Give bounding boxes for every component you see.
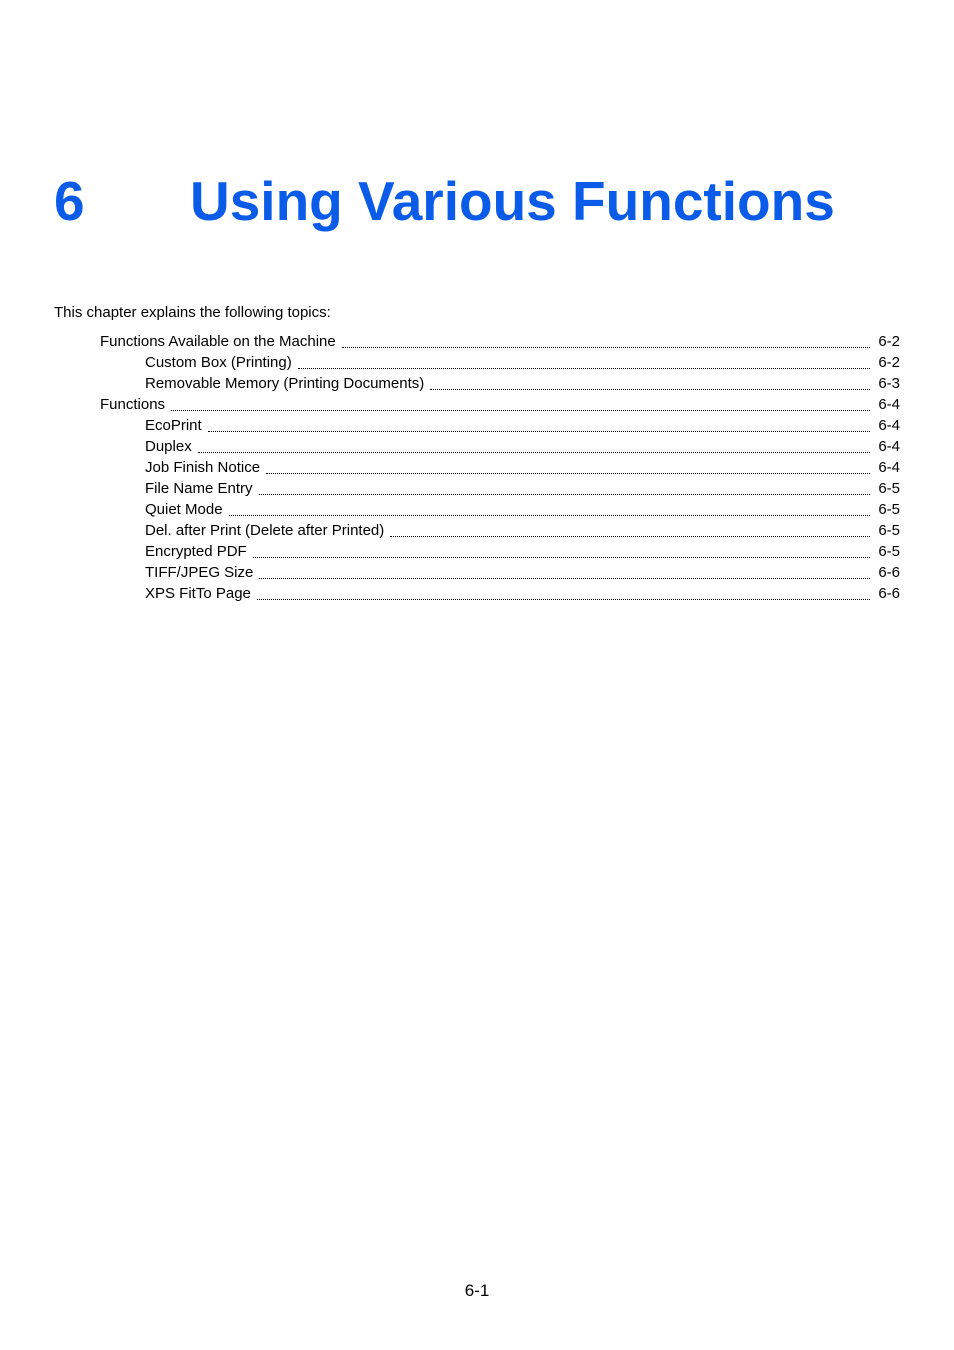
toc-entry-label: XPS FitTo Page: [145, 585, 251, 602]
chapter-number: 6: [54, 170, 85, 232]
toc-dot-leader: [198, 452, 871, 453]
toc-dot-leader: [298, 368, 871, 369]
toc-entry-label: Functions Available on the Machine: [100, 333, 336, 350]
toc-entry[interactable]: [145, 499, 900, 520]
toc-dot-leader: [171, 410, 870, 411]
toc-entry-page: 6-6: [878, 585, 900, 602]
toc-dot-leader: [229, 515, 871, 516]
toc-entry[interactable]: [145, 457, 900, 478]
toc-entry-page: 6-4: [878, 438, 900, 455]
toc-dot-leader: [259, 494, 871, 495]
toc-entry-page: 6-6: [878, 564, 900, 581]
chapter-heading: [54, 168, 914, 238]
toc-entry[interactable]: [145, 541, 900, 562]
toc-entry-label: Custom Box (Printing): [145, 354, 292, 371]
toc-entry-label: File Name Entry: [145, 480, 253, 497]
toc-entry-page: 6-5: [878, 480, 900, 497]
toc-entry-label: Del. after Print (Delete after Printed): [145, 522, 385, 539]
toc-entry[interactable]: [145, 436, 900, 457]
toc-entry[interactable]: [100, 394, 900, 415]
toc-dot-leader: [253, 557, 871, 558]
toc-entry-label: Quiet Mode: [145, 501, 223, 518]
toc-entry-label: EcoPrint: [145, 417, 202, 434]
toc-dot-leader: [390, 536, 870, 537]
toc-entry[interactable]: [145, 478, 900, 499]
toc-dot-leader: [259, 578, 870, 579]
chapter-title: Using Various Functions: [190, 170, 835, 232]
toc-entry-page: 6-2: [878, 354, 900, 371]
toc-entry[interactable]: [145, 415, 900, 436]
toc-entry-page: 6-4: [878, 459, 900, 476]
toc-entry-page: 6-4: [878, 417, 900, 434]
toc-dot-leader: [266, 473, 870, 474]
toc-entry-label: Encrypted PDF: [145, 543, 247, 560]
toc-entry-page: 6-2: [878, 333, 900, 350]
toc-dot-leader: [342, 347, 871, 348]
page-number: 6-1: [464, 1281, 490, 1300]
toc-dot-leader: [257, 599, 870, 600]
toc-entry-page: 6-5: [878, 543, 900, 560]
toc-entry-label: Functions: [100, 396, 166, 413]
toc-entry-label: Job Finish Notice: [145, 459, 261, 476]
toc-entry-page: 6-5: [878, 522, 900, 539]
toc-entry-page: 6-3: [878, 375, 900, 392]
toc-entry-label: Duplex: [145, 438, 192, 455]
toc-entry-page: 6-4: [878, 396, 900, 413]
chapter-intro: This chapter explains the following topics:: [54, 304, 331, 321]
toc-entry-label: TIFF/JPEG Size: [145, 564, 254, 581]
toc-entry-page: 6-5: [878, 501, 900, 518]
toc-entry[interactable]: [145, 520, 900, 541]
toc-entry-label: Removable Memory (Printing Documents): [145, 375, 425, 392]
toc-entry[interactable]: [145, 373, 900, 394]
toc-dot-leader: [430, 389, 870, 390]
toc-entry[interactable]: [145, 352, 900, 373]
toc-dot-leader: [208, 431, 871, 432]
toc-entry[interactable]: [145, 562, 900, 583]
toc-entry[interactable]: [145, 583, 900, 604]
toc-entry[interactable]: [100, 331, 900, 352]
